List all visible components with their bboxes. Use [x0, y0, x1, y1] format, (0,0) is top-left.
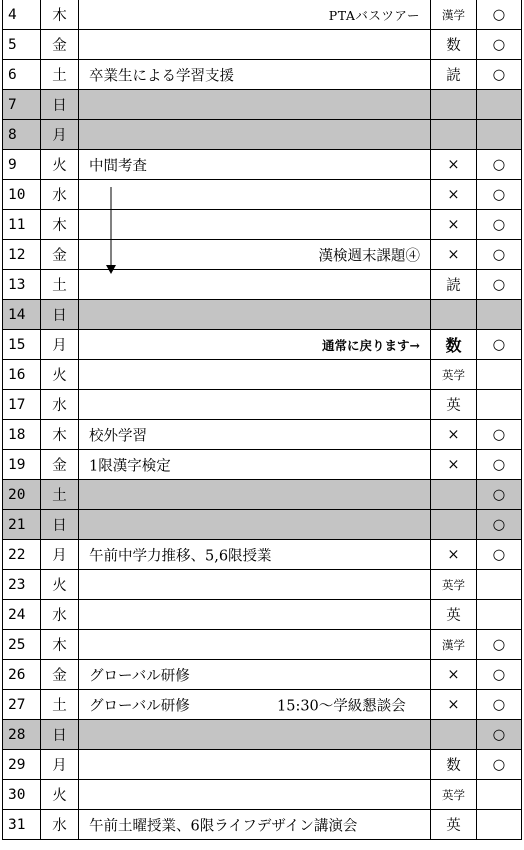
- weekday-cell: 土: [41, 690, 79, 720]
- table-row: [3, 30, 522, 60]
- event-cell: [79, 270, 431, 300]
- event-note: PTAバスツアー: [328, 7, 420, 23]
- event-text: 卒業生による学習支援: [89, 68, 234, 84]
- subject-cell: 英学: [431, 780, 477, 810]
- check-mark-cell: [477, 780, 522, 810]
- subject-cell: 読: [431, 270, 477, 300]
- event-cell: [79, 540, 431, 570]
- event-cell: [79, 90, 431, 120]
- event-cell: [79, 390, 431, 420]
- event-cell: [79, 510, 431, 540]
- subject-cell: ×: [431, 540, 477, 570]
- table-row: [3, 540, 522, 570]
- subject-cell: ×: [431, 450, 477, 480]
- day-cell: 9: [3, 150, 41, 180]
- table-row: [3, 360, 522, 390]
- check-mark-cell: ○: [477, 690, 522, 720]
- check-mark-cell: [477, 600, 522, 630]
- table-row: [3, 180, 522, 210]
- event-cell: [79, 30, 431, 60]
- day-cell: 5: [3, 30, 41, 60]
- event-cell: [79, 210, 431, 240]
- day-cell: 29: [3, 750, 41, 780]
- subject-cell: ×: [431, 180, 477, 210]
- weekday-cell: 日: [41, 510, 79, 540]
- table-row: [3, 450, 522, 480]
- weekday-cell: 月: [41, 120, 79, 150]
- event-text: 1限漢字検定: [89, 458, 171, 474]
- table-row: [3, 300, 522, 330]
- day-cell: 11: [3, 210, 41, 240]
- day-cell: 12: [3, 240, 41, 270]
- subject-cell: 英学: [431, 570, 477, 600]
- table-row: [3, 120, 522, 150]
- event-cell: [79, 60, 431, 90]
- weekday-cell: 日: [41, 90, 79, 120]
- event-cell: [79, 300, 431, 330]
- table-row: [3, 60, 522, 90]
- table-row: [3, 600, 522, 630]
- table-row: [3, 390, 522, 420]
- weekday-cell: 金: [41, 450, 79, 480]
- day-cell: 6: [3, 60, 41, 90]
- subject-cell: ×: [431, 660, 477, 690]
- weekday-cell: 金: [41, 240, 79, 270]
- subject-cell: 英: [431, 390, 477, 420]
- subject-cell: ×: [431, 690, 477, 720]
- day-cell: 21: [3, 510, 41, 540]
- check-mark-cell: ○: [477, 240, 522, 270]
- day-cell: 19: [3, 450, 41, 480]
- weekday-cell: 水: [41, 600, 79, 630]
- event-text: 中間考査: [89, 158, 147, 174]
- event-cell: [79, 150, 431, 180]
- day-cell: 15: [3, 330, 41, 360]
- event-text: 校外学習: [89, 428, 147, 444]
- event-cell: [79, 450, 431, 480]
- weekday-cell: 水: [41, 810, 79, 840]
- check-mark-cell: ○: [477, 0, 522, 30]
- weekday-cell: 木: [41, 210, 79, 240]
- check-mark-cell: [477, 360, 522, 390]
- check-mark-cell: ○: [477, 180, 522, 210]
- weekday-cell: 土: [41, 480, 79, 510]
- check-mark-cell: [477, 570, 522, 600]
- table-row: [3, 780, 522, 810]
- subject-cell: ×: [431, 240, 477, 270]
- check-mark-cell: ○: [477, 660, 522, 690]
- event-text: 午前中学力推移、5,6限授業: [89, 548, 272, 564]
- table-row: [3, 480, 522, 510]
- check-mark-cell: ○: [477, 420, 522, 450]
- table-row: [3, 330, 522, 360]
- day-cell: 30: [3, 780, 41, 810]
- subject-cell: 英: [431, 810, 477, 840]
- check-mark-cell: ○: [477, 210, 522, 240]
- weekday-cell: 金: [41, 660, 79, 690]
- subject-cell: [431, 120, 477, 150]
- weekday-cell: 日: [41, 720, 79, 750]
- subject-cell: 英: [431, 600, 477, 630]
- weekday-cell: 木: [41, 0, 79, 30]
- day-cell: 28: [3, 720, 41, 750]
- table-row: [3, 690, 522, 720]
- weekday-cell: 火: [41, 570, 79, 600]
- check-mark-cell: ○: [477, 750, 522, 780]
- event-cell: [79, 420, 431, 450]
- weekday-cell: 木: [41, 420, 79, 450]
- day-cell: 7: [3, 90, 41, 120]
- subject-cell: 漢学: [431, 630, 477, 660]
- event-cell: [79, 480, 431, 510]
- event-text: 午前土曜授業、6限ライフデザイン講演会: [89, 818, 358, 834]
- event-note: 通常に戻ります→: [322, 337, 420, 353]
- table-row: [3, 150, 522, 180]
- weekday-cell: 月: [41, 540, 79, 570]
- weekday-cell: 水: [41, 180, 79, 210]
- day-cell: 4: [3, 0, 41, 30]
- check-mark-cell: ○: [477, 510, 522, 540]
- event-note: 15:30～学級懇談会: [277, 698, 406, 714]
- table-row: [3, 90, 522, 120]
- weekday-cell: 水: [41, 390, 79, 420]
- subject-cell: 数: [431, 750, 477, 780]
- check-mark-cell: ○: [477, 630, 522, 660]
- table-row: [3, 660, 522, 690]
- event-cell: [79, 690, 431, 720]
- table-row: [3, 210, 522, 240]
- event-cell: [79, 750, 431, 780]
- subject-cell: 数: [431, 330, 477, 360]
- weekday-cell: 火: [41, 360, 79, 390]
- check-mark-cell: [477, 390, 522, 420]
- weekday-cell: 火: [41, 150, 79, 180]
- event-cell: [79, 240, 431, 270]
- check-mark-cell: ○: [477, 330, 522, 360]
- subject-cell: 読: [431, 60, 477, 90]
- subject-cell: ×: [431, 420, 477, 450]
- day-cell: 10: [3, 180, 41, 210]
- subject-cell: [431, 90, 477, 120]
- day-cell: 8: [3, 120, 41, 150]
- event-cell: [79, 360, 431, 390]
- table-row: [3, 270, 522, 300]
- day-cell: 25: [3, 630, 41, 660]
- event-cell: [79, 120, 431, 150]
- check-mark-cell: ○: [477, 60, 522, 90]
- event-text: グローバル研修: [89, 668, 190, 684]
- day-cell: 14: [3, 300, 41, 330]
- day-cell: 18: [3, 420, 41, 450]
- check-mark-cell: ○: [477, 270, 522, 300]
- schedule-table: [2, 0, 522, 840]
- subject-cell: ×: [431, 210, 477, 240]
- day-cell: 13: [3, 270, 41, 300]
- weekday-cell: 月: [41, 330, 79, 360]
- event-cell: [79, 0, 431, 30]
- event-cell: [79, 720, 431, 750]
- day-cell: 17: [3, 390, 41, 420]
- day-cell: 20: [3, 480, 41, 510]
- check-mark-cell: [477, 810, 522, 840]
- event-cell: [79, 630, 431, 660]
- event-cell: [79, 810, 431, 840]
- subject-cell: [431, 300, 477, 330]
- table-row: [3, 0, 522, 30]
- check-mark-cell: [477, 300, 522, 330]
- day-cell: 27: [3, 690, 41, 720]
- table-row: [3, 630, 522, 660]
- event-cell: [79, 180, 431, 210]
- check-mark-cell: ○: [477, 720, 522, 750]
- weekday-cell: 金: [41, 30, 79, 60]
- day-cell: 22: [3, 540, 41, 570]
- event-cell: [79, 780, 431, 810]
- table-row: [3, 720, 522, 750]
- table-row: [3, 570, 522, 600]
- subject-cell: [431, 510, 477, 540]
- weekday-cell: 火: [41, 780, 79, 810]
- check-mark-cell: [477, 120, 522, 150]
- table-row: [3, 420, 522, 450]
- day-cell: 23: [3, 570, 41, 600]
- event-cell: [79, 570, 431, 600]
- event-cell: [79, 330, 431, 360]
- weekday-cell: 木: [41, 630, 79, 660]
- day-cell: 26: [3, 660, 41, 690]
- check-mark-cell: ○: [477, 150, 522, 180]
- weekday-cell: 月: [41, 750, 79, 780]
- check-mark-cell: ○: [477, 480, 522, 510]
- check-mark-cell: ○: [477, 540, 522, 570]
- subject-cell: [431, 480, 477, 510]
- table-row: [3, 240, 522, 270]
- day-cell: 24: [3, 600, 41, 630]
- check-mark-cell: ○: [477, 450, 522, 480]
- weekday-cell: 土: [41, 60, 79, 90]
- weekday-cell: 日: [41, 300, 79, 330]
- subject-cell: ×: [431, 150, 477, 180]
- event-text: グローバル研修: [89, 698, 190, 714]
- event-cell: [79, 660, 431, 690]
- subject-cell: 漢学: [431, 0, 477, 30]
- check-mark-cell: [477, 90, 522, 120]
- table-row: [3, 510, 522, 540]
- day-cell: 31: [3, 810, 41, 840]
- table-row: [3, 810, 522, 840]
- subject-cell: 数: [431, 30, 477, 60]
- continuation-arrow-icon: [104, 187, 118, 275]
- weekday-cell: 土: [41, 270, 79, 300]
- subject-cell: [431, 720, 477, 750]
- day-cell: 16: [3, 360, 41, 390]
- schedule-rows: [3, 0, 522, 840]
- check-mark-cell: ○: [477, 30, 522, 60]
- event-note: 漢検週末課題④: [318, 248, 420, 264]
- table-row: [3, 750, 522, 780]
- subject-cell: 英学: [431, 360, 477, 390]
- event-cell: [79, 600, 431, 630]
